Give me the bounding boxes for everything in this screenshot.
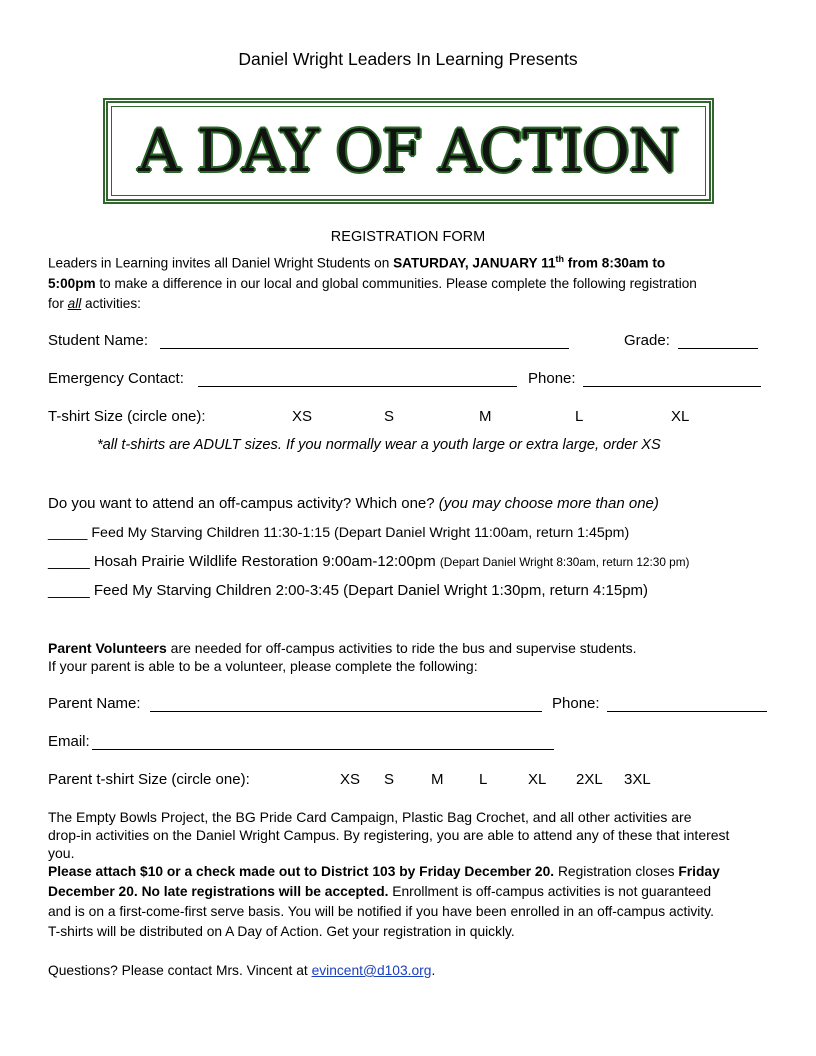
offcampus-question-text: Do you want to attend an off-campus activity? Which one?	[48, 495, 439, 512]
intro-all-emphasis: all	[67, 295, 82, 311]
emergency-phone-label: Phone:	[528, 370, 576, 387]
offcampus-option-3-text: Feed My Starving Children 2:00-3:45 (Depart Daniel Wright 1:30pm, return 4:15pm)	[89, 582, 649, 599]
parent-name-field[interactable]	[150, 711, 542, 712]
tshirt-size-label: T-shirt Size (circle one):	[48, 408, 206, 425]
parent-volunteers-instruction: If your parent is able to be a volunteer, please complete the following:	[48, 658, 478, 674]
parent-name-label: Parent Name:	[48, 695, 141, 712]
parent-volunteers-intro	[48, 640, 637, 656]
intro-text: to make a difference in our local and global communities. Please complete the following registration	[95, 275, 697, 291]
offcampus-option-2-text: Hosah Prairie Wildlife Restoration 9:00am-12:00pm	[89, 553, 440, 570]
student-name-label: Student Name:	[48, 332, 149, 349]
payment-text: Registration closes	[554, 864, 679, 879]
offcampus-option-3-blank[interactable]: _____	[48, 582, 90, 599]
parent-volunteers-heading: Parent Volunteers	[48, 640, 167, 656]
intro-paragraph	[48, 249, 768, 314]
parent-phone-field[interactable]	[607, 711, 767, 712]
payment-line-1	[48, 862, 768, 882]
emergency-phone-field[interactable]	[583, 386, 761, 387]
tshirt-note: *all t-shirts are ADULT sizes. If you normally wear a youth large or extra large, order XS	[97, 437, 661, 453]
intro-line-1	[48, 249, 768, 274]
payment-deadline: Please attach $10 or a check made out to District 103 by Friday December 20.	[48, 864, 555, 879]
grade-field[interactable]	[678, 348, 758, 349]
parent-phone-label: Phone:	[552, 695, 600, 712]
email-field[interactable]	[92, 749, 554, 750]
intro-text: for	[48, 295, 68, 311]
dropin-paragraph	[48, 808, 768, 862]
offcampus-option-2	[48, 553, 689, 570]
contact-email-link[interactable]: evincent@d103.org	[311, 963, 432, 978]
payment-line-3: and is on a first-come-first serve basis. You will be notified if you have been enrolled in an off-campus activity.	[48, 904, 714, 919]
parent-tshirt-size-s[interactable]: S	[384, 771, 395, 788]
tshirt-size-xs[interactable]: XS	[292, 408, 313, 425]
contact-end: .	[431, 963, 436, 978]
emergency-contact-field[interactable]	[198, 386, 517, 387]
intro-text: Leaders in Learning invites all Daniel Wright Students on	[48, 255, 394, 271]
parent-tshirt-size-2xl[interactable]: 2XL	[576, 771, 603, 788]
parent-tshirt-size-xl[interactable]: XL	[528, 771, 547, 788]
parent-tshirt-size-xs[interactable]: XS	[340, 771, 361, 788]
payment-line-2	[48, 882, 768, 902]
payment-close-day: Friday	[678, 864, 720, 879]
offcampus-option-1	[48, 525, 629, 541]
payment-line-4: T-shirts will be distributed on A Day of Action. Get your registration in quickly.	[48, 924, 515, 939]
tshirt-size-l[interactable]: L	[575, 408, 584, 425]
dropin-line: you.	[48, 845, 75, 861]
offcampus-option-1-blank[interactable]: _____	[48, 525, 88, 541]
tshirt-size-s[interactable]: S	[384, 408, 395, 425]
dropin-line: drop-in activities on the Daniel Wright Campus. By registering, you are able to attend any of these that interest	[48, 827, 730, 843]
intro-date: SATURDAY, JANUARY 11	[393, 255, 556, 271]
contact-text: Questions? Please contact Mrs. Vincent at	[48, 963, 312, 978]
title-banner	[103, 98, 714, 204]
parent-tshirt-size-l[interactable]: L	[479, 771, 488, 788]
emergency-contact-label: Emergency Contact:	[48, 370, 184, 387]
contact-line	[48, 963, 435, 978]
offcampus-question-note: (you may choose more than one)	[438, 495, 659, 512]
banner-title: A DAY OF ACTION	[138, 117, 679, 185]
form-title: REGISTRATION FORM	[330, 229, 486, 245]
intro-time-start: from 8:30am to	[564, 255, 666, 271]
tshirt-size-m[interactable]: M	[479, 408, 492, 425]
grade-label: Grade:	[624, 332, 670, 349]
parent-tshirt-size-m[interactable]: M	[431, 771, 444, 788]
intro-line-2	[48, 274, 768, 294]
parent-tshirt-label: Parent t-shirt Size (circle one):	[48, 771, 250, 788]
email-label: Email:	[48, 733, 90, 750]
payment-text: Enrollment is off-campus activities is not guaranteed	[388, 884, 712, 899]
presents-heading: Daniel Wright Leaders In Learning Presents	[238, 49, 578, 69]
offcampus-option-2-blank[interactable]: _____	[48, 553, 90, 570]
offcampus-option-2-depart: (Depart Daniel Wright 8:30am, return 12:30 pm)	[439, 555, 690, 569]
tshirt-size-xl[interactable]: XL	[671, 408, 690, 425]
payment-no-late: December 20. No late registrations will be accepted.	[48, 884, 389, 899]
offcampus-question	[48, 495, 659, 512]
intro-text: activities:	[81, 295, 141, 311]
intro-line-3	[48, 294, 768, 314]
intro-date-suffix: th	[555, 254, 565, 264]
payment-paragraph	[48, 862, 768, 942]
parent-tshirt-size-3xl[interactable]: 3XL	[624, 771, 651, 788]
parent-volunteers-text: are needed for off-campus activities to ride the bus and supervise students.	[166, 640, 637, 656]
offcampus-option-1-text: Feed My Starving Children 11:30-1:15 (Depart Daniel Wright 11:00am, return 1:45pm)	[87, 525, 630, 541]
intro-time-end: 5:00pm	[48, 275, 96, 291]
student-name-field[interactable]	[160, 348, 569, 349]
offcampus-option-3	[48, 582, 648, 599]
dropin-line: The Empty Bowls Project, the BG Pride Card Campaign, Plastic Bag Crochet, and all other activities are	[48, 809, 692, 825]
title-banner-inner	[111, 106, 706, 196]
